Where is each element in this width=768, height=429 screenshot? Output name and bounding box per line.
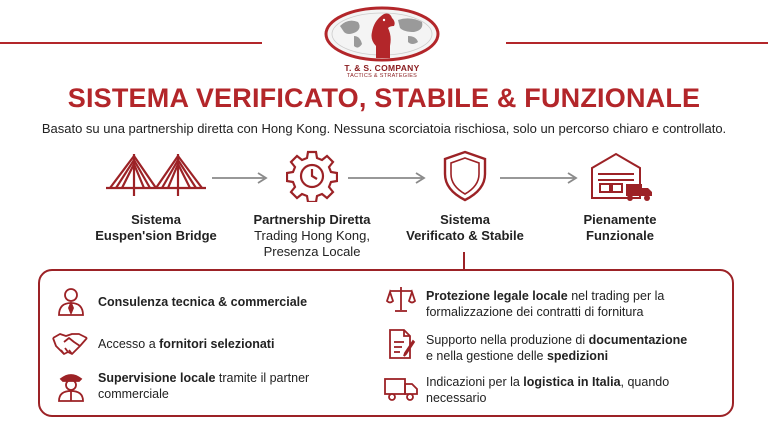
step-functional-title-1: Pienamente — [583, 212, 657, 227]
feature-logistics-text-3: necessario — [426, 391, 487, 405]
step-functional — [548, 212, 692, 244]
globe-knight-icon — [318, 6, 446, 64]
feature-documentation-text: Supporto nella produzione di — [426, 333, 589, 347]
step-partnership-title: Partnership Diretta — [253, 212, 371, 227]
feature-supervision-text: tramite il partner — [215, 371, 310, 385]
feature-documentation — [426, 332, 726, 364]
step-bridge — [84, 212, 228, 244]
feature-logistics-text: Indicazioni per la — [426, 375, 524, 389]
gear-clock-icon — [286, 150, 338, 202]
feature-legal-bold: Protezione legale locale — [426, 289, 568, 303]
company-logo — [318, 6, 446, 80]
step-partnership — [240, 212, 384, 260]
step-functional-title-2: Funzionale — [586, 228, 654, 243]
feature-supervision-bold: Supervisione locale — [98, 371, 216, 385]
arrow-right-icon — [500, 172, 580, 184]
step-verified — [392, 212, 538, 244]
feature-suppliers — [98, 336, 368, 352]
connector-line — [463, 252, 465, 270]
step-partnership-line2: Trading Hong Kong, — [254, 228, 370, 243]
step-verified-title-2: Verificato & Stabile — [406, 228, 524, 243]
page-title: SISTEMA VERIFICATO, STABILE & FUNZIONALE — [67, 83, 701, 113]
header-line-left — [0, 42, 262, 44]
step-partnership-line3: Presenza Locale — [263, 244, 361, 259]
feature-consulting-text: Consulenza tecnica & commerciale — [98, 295, 308, 309]
bridge-icon — [104, 150, 208, 200]
step-verified-title-1: Sistema — [440, 212, 490, 227]
feature-supervision — [98, 370, 378, 402]
page-subtitle: Basato su una partnership diretta con Hong Kong. Nessuna scorciatoia rischiosa, solo un percorso chiaro e controllato. — [41, 121, 727, 136]
feature-logistics — [426, 374, 726, 406]
feature-logistics-bold: logistica in Italia — [523, 375, 621, 389]
feature-legal-text-2: formalizzazione dei contratti di fornitura — [426, 305, 644, 319]
arrow-right-icon — [212, 172, 270, 184]
scales-icon — [386, 284, 416, 314]
step-bridge-title-1: Sistema — [131, 212, 181, 227]
feature-documentation-bold: documentazione — [588, 333, 688, 347]
document-icon — [388, 328, 416, 360]
feature-suppliers-text: Accesso a — [98, 337, 160, 351]
supervisor-icon — [56, 370, 86, 402]
logo-tagline: TACTICS & STRATEGIES — [346, 73, 418, 79]
feature-logistics-text-2: , quando — [620, 375, 670, 389]
shield-icon — [442, 150, 488, 202]
feature-legal — [426, 288, 726, 320]
warehouse-icon — [588, 150, 656, 202]
handshake-icon — [52, 330, 88, 356]
feature-legal-text: nel trading per la — [567, 289, 665, 303]
step-bridge-title-2: Euspen'sion Bridge — [95, 228, 217, 243]
consultant-icon — [56, 286, 86, 316]
feature-consulting — [98, 294, 368, 310]
truck-icon — [384, 376, 418, 402]
feature-documentation-bold-2: spedizioni — [546, 349, 609, 363]
logo-company-name: T. & S. COMPANY — [344, 63, 420, 73]
header-line-right — [506, 42, 768, 44]
feature-suppliers-bold: fornitori selezionati — [159, 337, 275, 351]
feature-supervision-text-2: commerciale — [98, 387, 169, 401]
feature-documentation-text-2: e nella gestione delle — [426, 349, 547, 363]
arrow-right-icon — [348, 172, 428, 184]
